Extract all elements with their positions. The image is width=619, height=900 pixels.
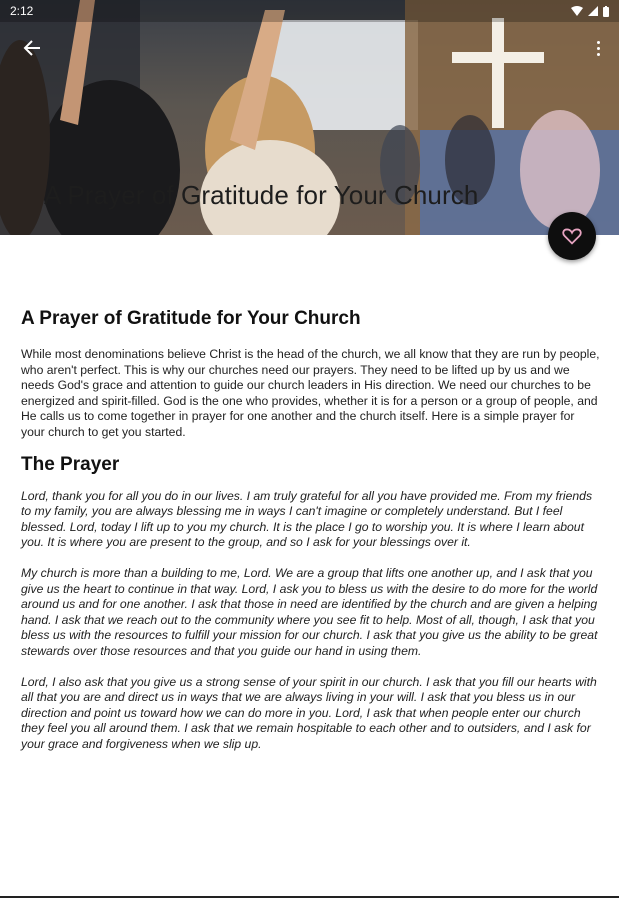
article-title: A Prayer of Gratitude for Your Church: [21, 308, 361, 329]
more-vert-icon: [597, 41, 600, 44]
wifi-icon: [571, 6, 583, 16]
intro-paragraph: While most denominations believe Christ is the head of the church, we all know that they are run by people, who aren't perfect. This is why our churches need our prayers. They need to be lifted up by us and we needs God's grace and attention to guide our church leaders in His direction. We need our churches to be energized and spirit-filled. God is the one who provides, whether it is for a person or a group of people, and He calls us to come together in prayer for one another and the church itself. Here is a simple prayer for your church to get you started.: [21, 347, 600, 439]
heart-outline-icon: [562, 227, 582, 245]
section-title: The Prayer: [21, 453, 120, 475]
favorite-button[interactable]: [548, 212, 596, 260]
battery-icon: [603, 6, 609, 17]
status-bar: [0, 0, 619, 22]
prayer-paragraph: Lord, I also ask that you give us a strong sense of your spirit in our church. I ask that you fill our hearts with all that you are and direct us in ways that we are always living in your will. I ask that you bless us in our direction and point us toward how we can do more in you. Lord, I ask that when people enter our church they feel you all around them. I ask that we remain hospitable to each other and to outsiders, and I ask for your grace and forgiveness when we slip up.: [21, 674, 597, 751]
bottom-divider: [0, 896, 619, 898]
back-button[interactable]: [18, 34, 46, 62]
prayer-paragraph: My church is more than a building to me, Lord. We are a group that lifts one another up, and I ask that you give us the heart to continue in that way. Lord, I ask you to bless us with the desire to do more for the world around us and for one another. I ask that those in need are identified by the church and are given a helping hand. I ask that we reach out to the community where you see fit to help. Most of all, though, I ask that you bless us with the resources to fulfill your mission for our church. I ask that you give us the ability to be great stewards over those resources and that you guide our hand in using them.: [21, 565, 598, 658]
article-content: [21, 308, 601, 767]
arrow-back-icon: [23, 39, 41, 57]
prayer-paragraph: Lord, thank you for all you do in our lives. I am truly grateful for all you have provided me. From my friends to my family, you are always blessing me in ways I can't imagine or completely understand. But I feel blessed. Lord, today I lift up to you my church. It is the place I go to worship you. It is where I learn about you. It is where you are present to the group, and so I ask for your blessings over it.: [21, 488, 593, 550]
cell-signal-icon: [588, 6, 598, 16]
status-time: 2:12: [10, 4, 34, 18]
header-image: [0, 0, 619, 235]
overflow-menu-button[interactable]: [591, 36, 605, 60]
header-title: A Prayer of Gratitude for Your Church: [44, 180, 479, 210]
